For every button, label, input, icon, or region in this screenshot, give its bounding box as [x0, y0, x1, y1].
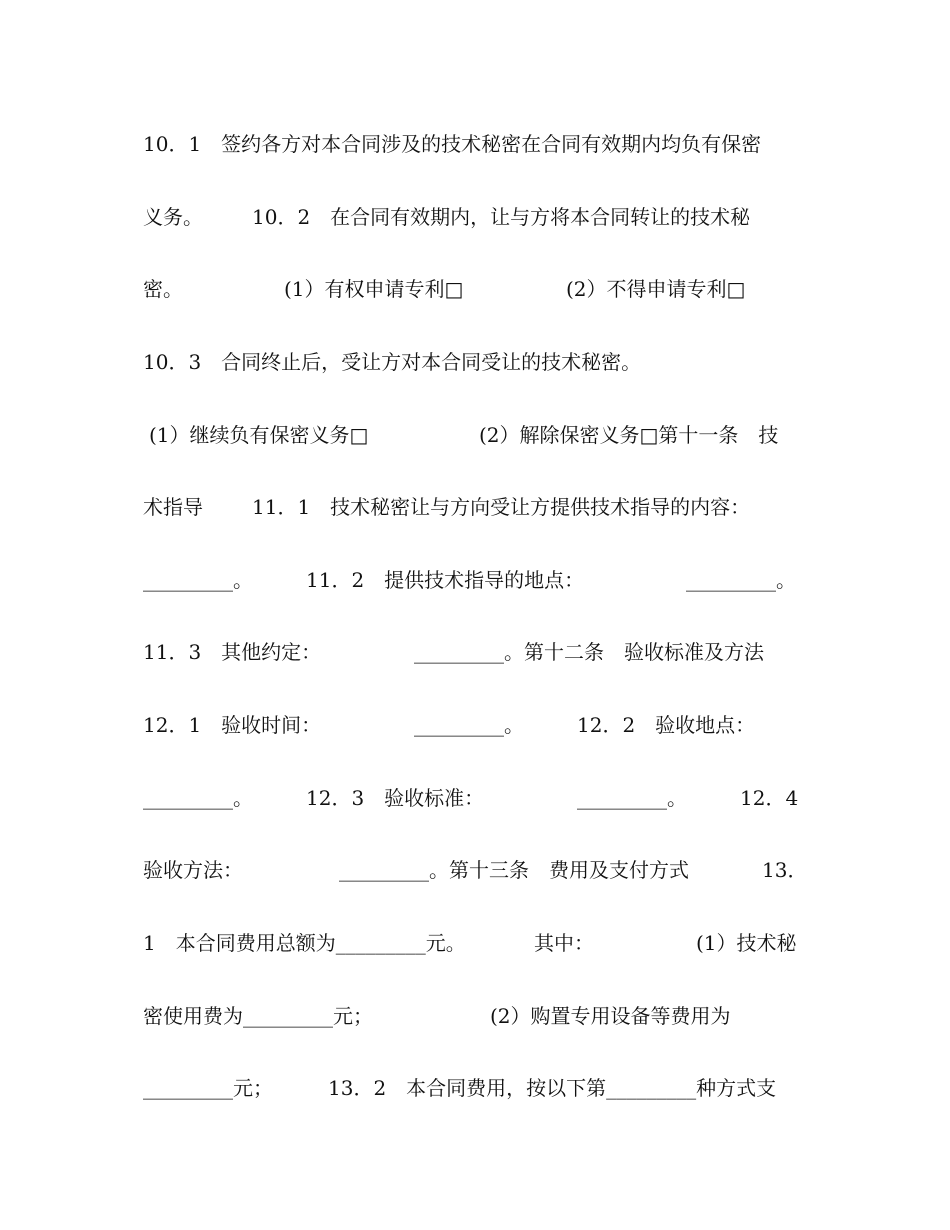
text-line: [0, 1068, 950, 1108]
text-segment: (1）技术秘: [696, 931, 797, 955]
text-segment: (2）不得申请专利□: [566, 277, 746, 301]
text-line: [0, 705, 950, 745]
text-segment: _________。: [577, 786, 687, 810]
text-segment: 验收方法：: [143, 858, 243, 882]
text-line: [0, 342, 950, 382]
text-line: [0, 124, 950, 164]
text-line: [0, 850, 950, 890]
text-segment: 10．1 签约各方对本合同涉及的技术秘密在合同有效期内均负有保密: [143, 132, 762, 156]
text-line: [0, 923, 950, 963]
text-segment: (1）继续负有保密义务□: [149, 423, 369, 447]
text-segment: (1）有权申请专利□: [284, 277, 464, 301]
text-segment: 术指导: [143, 495, 203, 519]
text-segment: 12．3 验收标准：: [306, 786, 485, 810]
text-segment: 12．4: [740, 786, 799, 810]
text-line: [0, 632, 950, 672]
text-line: [0, 560, 950, 600]
text-line: [0, 415, 950, 455]
text-segment: 1 本合同费用总额为_________元。: [143, 931, 466, 955]
text-segment: 其中：: [534, 931, 594, 955]
text-segment: 11．1 技术秘密让与方向受让方提供技术指导的内容：: [252, 495, 751, 519]
text-line: [0, 269, 950, 309]
text-segment: 密。: [143, 277, 183, 301]
text-segment: 12．1 验收时间：: [143, 713, 322, 737]
text-segment: _________。: [143, 568, 253, 592]
text-segment: 10．2 在合同有效期内，让与方将本合同转让的技术秘: [252, 205, 751, 229]
text-segment: (2）购置专用设备等费用为: [490, 1004, 731, 1028]
text-segment: 13．2 本合同费用，按以下第_________种方式支: [328, 1076, 777, 1100]
text-segment: (2）解除保密义务□第十一条 技: [479, 423, 779, 447]
text-segment: _________。: [414, 713, 524, 737]
text-segment: _________。: [686, 568, 796, 592]
text-line: [0, 487, 950, 527]
text-segment: 密使用费为_________元；: [143, 1004, 373, 1028]
text-segment: _________。: [143, 786, 253, 810]
text-segment: 11．2 提供技术指导的地点：: [306, 568, 585, 592]
text-segment: _________元；: [143, 1076, 273, 1100]
text-segment: 11．3 其他约定：: [143, 640, 322, 664]
text-segment: _________。第十三条 费用及支付方式: [339, 858, 689, 882]
text-segment: 12．2 验收地点：: [577, 713, 756, 737]
text-segment: 13．: [762, 858, 808, 882]
text-line: [0, 996, 950, 1036]
text-segment: 10．3 合同终止后，受让方对本合同受让的技术秘密。: [143, 350, 642, 374]
text-segment: 义务。: [143, 205, 203, 229]
text-line: [0, 778, 950, 818]
text-line: [0, 197, 950, 237]
text-segment: _________。第十二条 验收标准及方法: [414, 640, 764, 664]
